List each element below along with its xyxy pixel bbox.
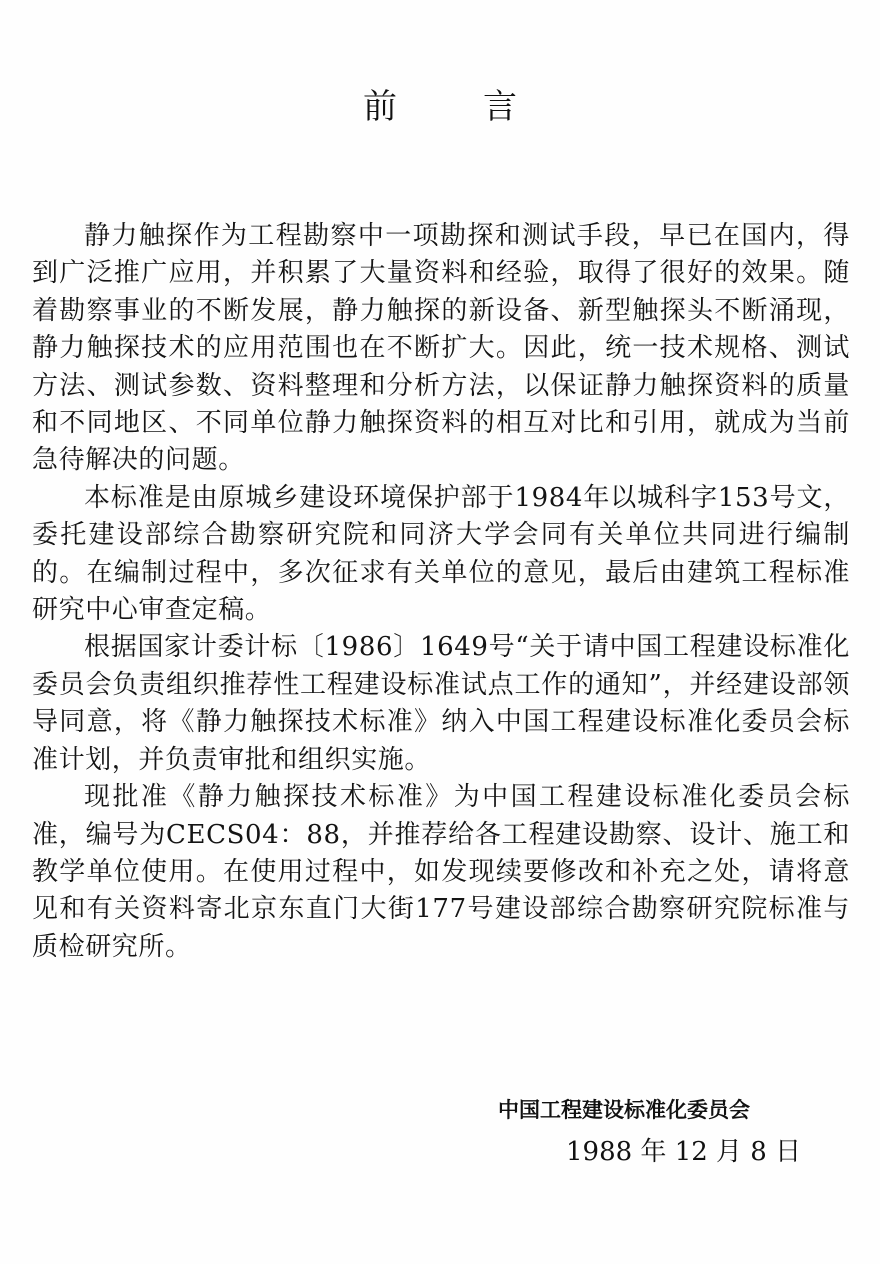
signature-date: 1988 年 12 月 8 日 — [566, 1137, 802, 1167]
paragraph-3: 根据国家计委计标〔1986〕1649号“关于请中国工程建设标准化委员会负责组织推荐性工程建设标准试点工作的通知”，并经建设部领导同意，将《静力触探技术标准》纳入中国工程建设标准化委员会标准计划，并负责审批和组织实施。 — [32, 632, 850, 775]
paragraph-4: 现批准《静力触探技术标准》为中国工程建设标准化委员会标准，编号为CECS04：88，并推荐给各工程建设勘察、设计、施工和教学单位使用。在使用过程中，如发现续要修改和补充之处，请将意见和有关资料寄北京东直门大街177号建设部综合勘察研究院标准与质检研究所。 — [32, 782, 850, 962]
preface-body — [32, 218, 850, 966]
signature-organization: 中国工程建设标准化委员会 — [498, 1098, 750, 1122]
paragraph-1: 静力触探作为工程勘察中一项勘探和测试手段，早已在国内，得到广泛推广应用，并积累了大量资料和经验，取得了很好的效果。随着勘察事业的不断发展，静力触探的新设备、新型触探头不断涌现，静力触探技术的应用范围也在不断扩大。因此，统一技术规格、测试方法、测试参数、资料整理和分析方法，以保证静力触探资料的质量和不同地区、不同单位静力触探资料的相互对比和引用，就成为当前急待解决的问题。 — [32, 221, 850, 476]
paragraph-2: 本标准是由原城乡建设环境保护部于1984年以城科字153号文，委托建设部综合勘察研究院和同济大学会同有关单位共同进行编制的。在编制过程中，多次征求有关单位的意见，最后由建筑工程标准研究中心审查定稿。 — [32, 482, 850, 626]
page-title: 前言 — [363, 87, 603, 127]
